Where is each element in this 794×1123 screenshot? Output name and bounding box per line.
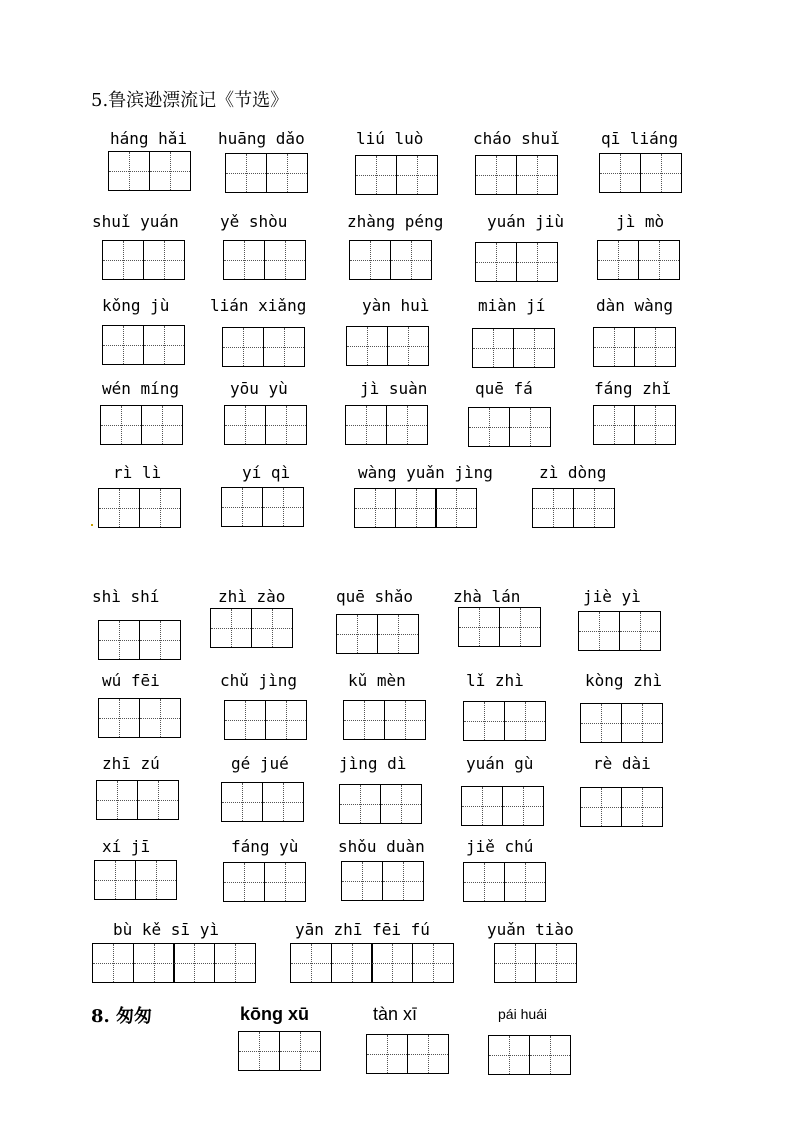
writing-grid[interactable] — [238, 1031, 319, 1071]
writing-grid[interactable] — [345, 405, 426, 445]
writing-grid[interactable] — [597, 240, 678, 280]
writing-grid[interactable] — [593, 327, 674, 367]
tian-ge-cell[interactable] — [463, 862, 505, 902]
writing-grid[interactable] — [98, 488, 179, 528]
tian-ge-cell[interactable] — [133, 943, 175, 983]
writing-grid[interactable] — [336, 614, 417, 654]
tian-ge-cell[interactable] — [619, 611, 661, 651]
tian-ge-cell[interactable] — [139, 698, 181, 738]
pinyin-label: bù kě sī yì — [113, 920, 219, 939]
tian-ge-cell[interactable] — [262, 487, 304, 527]
tian-ge-cell[interactable] — [149, 151, 191, 191]
writing-grid[interactable] — [290, 943, 452, 983]
tian-ge-cell[interactable] — [516, 242, 558, 282]
tian-ge-cell[interactable] — [139, 620, 181, 660]
tian-ge-cell[interactable] — [386, 405, 428, 445]
tian-ge-cell[interactable] — [264, 240, 306, 280]
tian-ge-cell[interactable] — [580, 703, 622, 743]
pinyin-label: jìng dì — [339, 754, 407, 773]
pinyin-label: fáng yù — [231, 837, 299, 856]
pinyin-label: jiě chú — [466, 837, 534, 856]
pinyin-label: fáng zhǐ — [594, 379, 672, 398]
writing-grid[interactable] — [224, 405, 305, 445]
writing-grid[interactable] — [366, 1034, 447, 1074]
tian-ge-cell[interactable] — [384, 700, 426, 740]
pinyin-label: yān zhī fēi fú — [295, 920, 430, 939]
tian-ge-cell[interactable] — [535, 943, 577, 983]
pinyin-label: tàn xī — [373, 1004, 418, 1024]
tian-ge-cell[interactable] — [210, 608, 252, 648]
pinyin-label: yuán jiù — [487, 212, 565, 231]
tian-ge-cell[interactable] — [463, 701, 505, 741]
tian-ge-cell[interactable] — [223, 240, 265, 280]
writing-grid[interactable] — [472, 328, 553, 368]
pinyin-label: rì lì — [113, 463, 162, 482]
pinyin-label: jì mò — [616, 212, 665, 231]
tian-ge-cell[interactable] — [502, 786, 544, 826]
tian-ge-cell[interactable] — [266, 153, 308, 193]
pinyin-label: rè dài — [593, 754, 651, 773]
pinyin-label: gé jué — [231, 754, 289, 773]
tian-ge-cell[interactable] — [499, 607, 541, 647]
tian-ge-cell[interactable] — [108, 151, 150, 191]
writing-grid[interactable] — [100, 405, 181, 445]
tian-ge-cell[interactable] — [354, 488, 396, 528]
pinyin-label: yàn huì — [362, 296, 430, 315]
stray-dot — [91, 524, 93, 526]
pinyin-label: zhà lán — [453, 587, 521, 606]
pinyin-label: qī liáng — [601, 129, 679, 148]
tian-ge-cell[interactable] — [529, 1035, 571, 1075]
tian-ge-cell[interactable] — [599, 153, 641, 193]
tian-ge-cell[interactable] — [339, 784, 381, 824]
tian-ge-cell[interactable] — [395, 488, 437, 528]
tian-ge-cell[interactable] — [380, 784, 422, 824]
tian-ge-cell[interactable] — [634, 405, 676, 445]
pinyin-label: xí jī — [102, 837, 151, 856]
pinyin-label: kòng zhì — [585, 671, 663, 690]
pinyin-label: háng hǎi — [110, 129, 188, 148]
tian-ge-cell[interactable] — [468, 407, 510, 447]
writing-grid[interactable] — [580, 703, 661, 743]
writing-grid[interactable] — [94, 860, 175, 900]
tian-ge-cell[interactable] — [225, 153, 267, 193]
tian-ge-cell[interactable] — [290, 943, 332, 983]
tian-ge-cell[interactable] — [336, 614, 378, 654]
tian-ge-cell[interactable] — [509, 407, 551, 447]
tian-ge-cell[interactable] — [516, 155, 558, 195]
writing-grid[interactable] — [98, 698, 179, 738]
tian-ge-cell[interactable] — [345, 405, 387, 445]
pinyin-label: miàn jí — [478, 296, 546, 315]
writing-grid[interactable] — [223, 862, 304, 902]
writing-grid[interactable] — [341, 861, 422, 901]
writing-grid[interactable] — [221, 782, 302, 822]
tian-ge-cell[interactable] — [98, 698, 140, 738]
writing-grid[interactable] — [349, 240, 430, 280]
writing-grid[interactable] — [599, 153, 680, 193]
pinyin-label: quē fá — [475, 379, 533, 398]
tian-ge-cell[interactable] — [504, 862, 546, 902]
tian-ge-cell[interactable] — [494, 943, 536, 983]
pinyin-label: zì dòng — [539, 463, 607, 482]
tian-ge-cell[interactable] — [355, 155, 397, 195]
writing-grid[interactable] — [96, 780, 177, 820]
pinyin-label: kǔ mèn — [348, 671, 406, 690]
writing-grid[interactable] — [463, 701, 544, 741]
tian-ge-cell[interactable] — [96, 780, 138, 820]
tian-ge-cell[interactable] — [223, 862, 265, 902]
writing-grid[interactable] — [223, 240, 304, 280]
pinyin-label: yě shòu — [220, 212, 288, 231]
writing-grid[interactable] — [346, 326, 427, 366]
tian-ge-cell[interactable] — [396, 155, 438, 195]
pinyin-label: jiè yì — [583, 587, 641, 606]
writing-grid[interactable] — [355, 155, 436, 195]
writing-grid[interactable] — [580, 787, 661, 827]
writing-grid[interactable] — [339, 784, 420, 824]
writing-grid[interactable] — [343, 700, 424, 740]
tian-ge-cell[interactable] — [265, 405, 307, 445]
tian-ge-cell[interactable] — [475, 242, 517, 282]
tian-ge-cell[interactable] — [573, 488, 615, 528]
tian-ge-cell[interactable] — [382, 861, 424, 901]
tian-ge-cell[interactable] — [331, 943, 373, 983]
tian-ge-cell[interactable] — [458, 607, 500, 647]
tian-ge-cell[interactable] — [98, 488, 140, 528]
writing-grid[interactable] — [225, 153, 306, 193]
tian-ge-cell[interactable] — [621, 787, 663, 827]
pinyin-label: zhī zú — [102, 754, 160, 773]
writing-grid[interactable] — [458, 607, 539, 647]
pinyin-label: jì suàn — [360, 379, 428, 398]
tian-ge-cell[interactable] — [346, 326, 388, 366]
pinyin-label: lǐ zhì — [466, 671, 524, 690]
tian-ge-cell[interactable] — [597, 240, 639, 280]
tian-ge-cell[interactable] — [621, 703, 663, 743]
tian-ge-cell[interactable] — [222, 327, 264, 367]
pinyin-label: huāng dǎo — [218, 129, 305, 148]
tian-ge-cell[interactable] — [504, 701, 546, 741]
pinyin-label: wàng yuǎn jìng — [358, 463, 493, 482]
pinyin-label: wú fēi — [102, 671, 160, 690]
pinyin-label: zhàng péng — [347, 212, 444, 231]
tian-ge-cell[interactable] — [387, 326, 429, 366]
writing-grid[interactable] — [224, 700, 305, 740]
pinyin-label: cháo shuǐ — [473, 129, 560, 148]
tian-ge-cell[interactable] — [214, 943, 256, 983]
pinyin-label: yuán gù — [466, 754, 534, 773]
pinyin-label: yí qì — [242, 463, 291, 482]
tian-ge-cell[interactable] — [238, 1031, 280, 1071]
tian-ge-cell[interactable] — [143, 325, 185, 365]
writing-grid[interactable] — [210, 608, 291, 648]
tian-ge-cell[interactable] — [265, 700, 307, 740]
tian-ge-cell[interactable] — [98, 620, 140, 660]
tian-ge-cell[interactable] — [488, 1035, 530, 1075]
pinyin-label: lián xiǎng — [210, 296, 307, 315]
writing-grid[interactable] — [222, 327, 303, 367]
tian-ge-cell[interactable] — [135, 860, 177, 900]
writing-grid[interactable] — [354, 488, 476, 528]
tian-ge-cell[interactable] — [412, 943, 454, 983]
tian-ge-cell[interactable] — [139, 488, 181, 528]
tian-ge-cell[interactable] — [143, 240, 185, 280]
tian-ge-cell[interactable] — [472, 328, 514, 368]
writing-grid[interactable] — [475, 242, 556, 282]
tian-ge-cell[interactable] — [461, 786, 503, 826]
pinyin-label: liú luò — [356, 129, 424, 148]
writing-grid[interactable] — [461, 786, 542, 826]
tian-ge-cell[interactable] — [100, 405, 142, 445]
writing-grid[interactable] — [221, 487, 302, 527]
writing-grid[interactable] — [98, 620, 179, 660]
tian-ge-cell[interactable] — [366, 1034, 408, 1074]
writing-grid[interactable] — [92, 943, 254, 983]
tian-ge-cell[interactable] — [475, 155, 517, 195]
tian-ge-cell[interactable] — [262, 782, 304, 822]
tian-ge-cell[interactable] — [224, 405, 266, 445]
pinyin-label: chǔ jìng — [220, 671, 298, 690]
tian-ge-cell[interactable] — [173, 943, 215, 983]
writing-grid[interactable] — [593, 405, 674, 445]
tian-ge-cell[interactable] — [407, 1034, 449, 1074]
tian-ge-cell[interactable] — [102, 240, 144, 280]
pinyin-label: kōng xū — [240, 1004, 310, 1024]
pinyin-label: shuǐ yuán — [92, 212, 179, 231]
writing-grid[interactable] — [463, 862, 544, 902]
writing-grid[interactable] — [532, 488, 613, 528]
tian-ge-cell[interactable] — [94, 860, 136, 900]
tian-ge-cell[interactable] — [390, 240, 432, 280]
tian-ge-cell[interactable] — [349, 240, 391, 280]
tian-ge-cell[interactable] — [640, 153, 682, 193]
pinyin-label: pái huái — [498, 1006, 548, 1022]
pinyin-label: kǒng jù — [102, 296, 170, 315]
tian-ge-cell[interactable] — [341, 861, 383, 901]
pinyin-label: wén míng — [102, 379, 180, 398]
writing-grid[interactable] — [494, 943, 575, 983]
writing-grid[interactable] — [475, 155, 556, 195]
pinyin-label: dàn wàng — [596, 296, 674, 315]
tian-ge-cell[interactable] — [221, 782, 263, 822]
tian-ge-cell[interactable] — [224, 700, 266, 740]
tian-ge-cell[interactable] — [279, 1031, 321, 1071]
pinyin-label: yuǎn tiào — [487, 920, 574, 939]
tian-ge-cell[interactable] — [371, 943, 413, 983]
section-title-robinson: 5.鲁滨逊漂流记《节选》 — [91, 90, 289, 111]
tian-ge-cell[interactable] — [137, 780, 179, 820]
tian-ge-cell[interactable] — [264, 862, 306, 902]
pinyin-label: zhì zào — [218, 587, 286, 606]
tian-ge-cell[interactable] — [141, 405, 183, 445]
tian-ge-cell[interactable] — [102, 325, 144, 365]
tian-ge-cell[interactable] — [532, 488, 574, 528]
tian-ge-cell[interactable] — [593, 405, 635, 445]
pinyin-label: yōu yù — [230, 379, 288, 398]
pinyin-label: shì shí — [92, 587, 160, 606]
tian-ge-cell[interactable] — [92, 943, 134, 983]
writing-grid[interactable] — [468, 407, 549, 447]
tian-ge-cell[interactable] — [513, 328, 555, 368]
tian-ge-cell[interactable] — [435, 488, 477, 528]
writing-grid[interactable] — [108, 151, 189, 191]
section-title-congcong: 8. 匆匆 — [91, 1006, 153, 1027]
writing-grid[interactable] — [102, 325, 183, 365]
pinyin-label: quē shǎo — [336, 587, 414, 606]
tian-ge-cell[interactable] — [580, 787, 622, 827]
writing-grid[interactable] — [102, 240, 183, 280]
tian-ge-cell[interactable] — [343, 700, 385, 740]
tian-ge-cell[interactable] — [578, 611, 620, 651]
pinyin-label: shǒu duàn — [338, 837, 425, 856]
tian-ge-cell[interactable] — [263, 327, 305, 367]
tian-ge-cell[interactable] — [634, 327, 676, 367]
tian-ge-cell[interactable] — [593, 327, 635, 367]
writing-grid[interactable] — [578, 611, 659, 651]
tian-ge-cell[interactable] — [377, 614, 419, 654]
writing-grid[interactable] — [488, 1035, 569, 1075]
tian-ge-cell[interactable] — [221, 487, 263, 527]
tian-ge-cell[interactable] — [638, 240, 680, 280]
tian-ge-cell[interactable] — [251, 608, 293, 648]
